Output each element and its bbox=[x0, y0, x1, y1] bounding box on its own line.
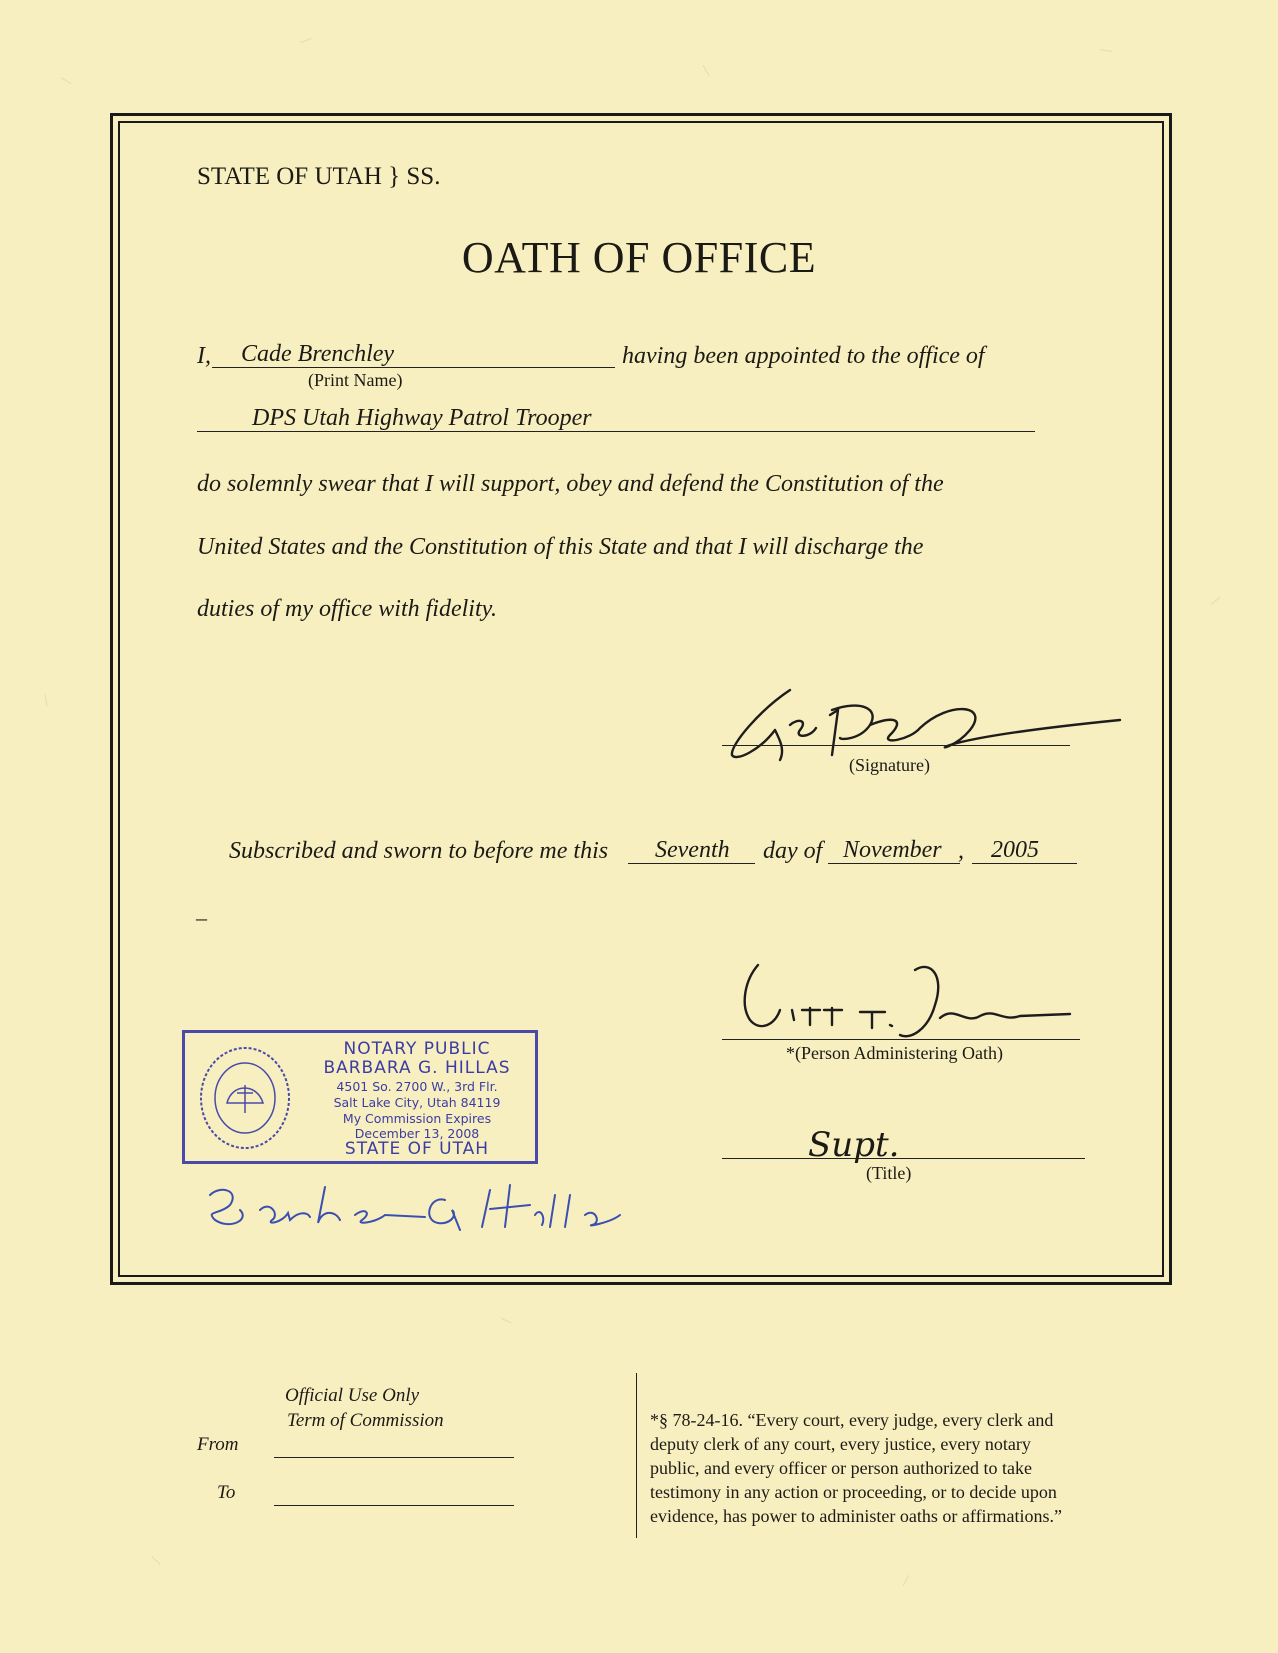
day-of-text: day of bbox=[763, 838, 823, 864]
page-title: OATH OF OFFICE bbox=[461, 233, 817, 282]
state-seal-icon bbox=[197, 1043, 293, 1153]
day-field-value: Seventh bbox=[655, 837, 730, 863]
stamp-line-2: BARBARA G. HILLAS bbox=[323, 1058, 511, 1078]
administrator-caption: *(Person Administering Oath) bbox=[786, 1043, 1003, 1063]
oath-body-line-2: United States and the Constitution of this State and that I will discharge the bbox=[197, 534, 924, 560]
sworn-prefix: Subscribed and sworn to before me this bbox=[229, 838, 609, 864]
stamp-line-7: STATE OF UTAH bbox=[344, 1139, 490, 1159]
stamp-line-6: December 13, 2008 bbox=[354, 1126, 480, 1141]
official-use-heading: Official Use Only bbox=[285, 1385, 420, 1406]
statute-line-3: public, and every officer or person authorized to take bbox=[650, 1458, 1033, 1478]
name-field-value: Cade Brenchley bbox=[241, 341, 395, 367]
signature-underline bbox=[722, 745, 1070, 746]
statute-line-4: testimony in any action or proceeding, or to decide upon bbox=[650, 1482, 1057, 1502]
stamp-line-5: My Commission Expires bbox=[342, 1111, 492, 1126]
stamp-line-3: 4501 So. 2700 W., 3rd Flr. bbox=[336, 1079, 498, 1094]
from-underline bbox=[274, 1457, 514, 1458]
statute-line-2: deputy clerk of any court, every justice, every notary bbox=[650, 1434, 1031, 1454]
title-underline bbox=[722, 1158, 1085, 1159]
oath-body-line-3: duties of my office with fidelity. bbox=[197, 596, 497, 622]
footer-divider bbox=[636, 1373, 637, 1538]
month-field-value: November bbox=[843, 837, 942, 863]
administrator-underline bbox=[722, 1039, 1080, 1040]
statute-line-1: *§ 78-24-16. “Every court, every judge, every clerk and bbox=[650, 1410, 1054, 1430]
notary-stamp bbox=[182, 1030, 538, 1164]
stamp-line-1: NOTARY PUBLIC bbox=[343, 1039, 491, 1059]
state-venue-line: STATE OF UTAH } SS. bbox=[197, 163, 441, 190]
appointed-text: having been appointed to the office of bbox=[622, 343, 985, 369]
year-field-value: 2005 bbox=[991, 837, 1039, 863]
to-label: To bbox=[217, 1482, 236, 1503]
from-label: From bbox=[197, 1434, 239, 1455]
title-field-value: Supt. bbox=[808, 1125, 900, 1165]
oath-body-line-1: do solemnly swear that I will support, obey and defend the Constitution of the bbox=[197, 471, 944, 497]
stamp-line-4: Salt Lake City, Utah 84119 bbox=[333, 1095, 501, 1110]
name-caption: (Print Name) bbox=[308, 370, 403, 390]
date-comma: , bbox=[958, 838, 964, 864]
to-underline bbox=[274, 1505, 514, 1506]
title-caption: (Title) bbox=[866, 1163, 912, 1183]
oath-taker-signature bbox=[720, 670, 1140, 780]
signature-caption: (Signature) bbox=[849, 755, 930, 775]
i-label: I, bbox=[197, 343, 211, 369]
stray-dash: – bbox=[196, 905, 207, 930]
office-field-value: DPS Utah Highway Patrol Trooper bbox=[252, 405, 592, 431]
statute-line-5: evidence, has power to administer oaths or affirmations.” bbox=[650, 1506, 1063, 1526]
notary-signature bbox=[190, 1175, 630, 1245]
term-of-commission-heading: Term of Commission bbox=[287, 1410, 444, 1431]
